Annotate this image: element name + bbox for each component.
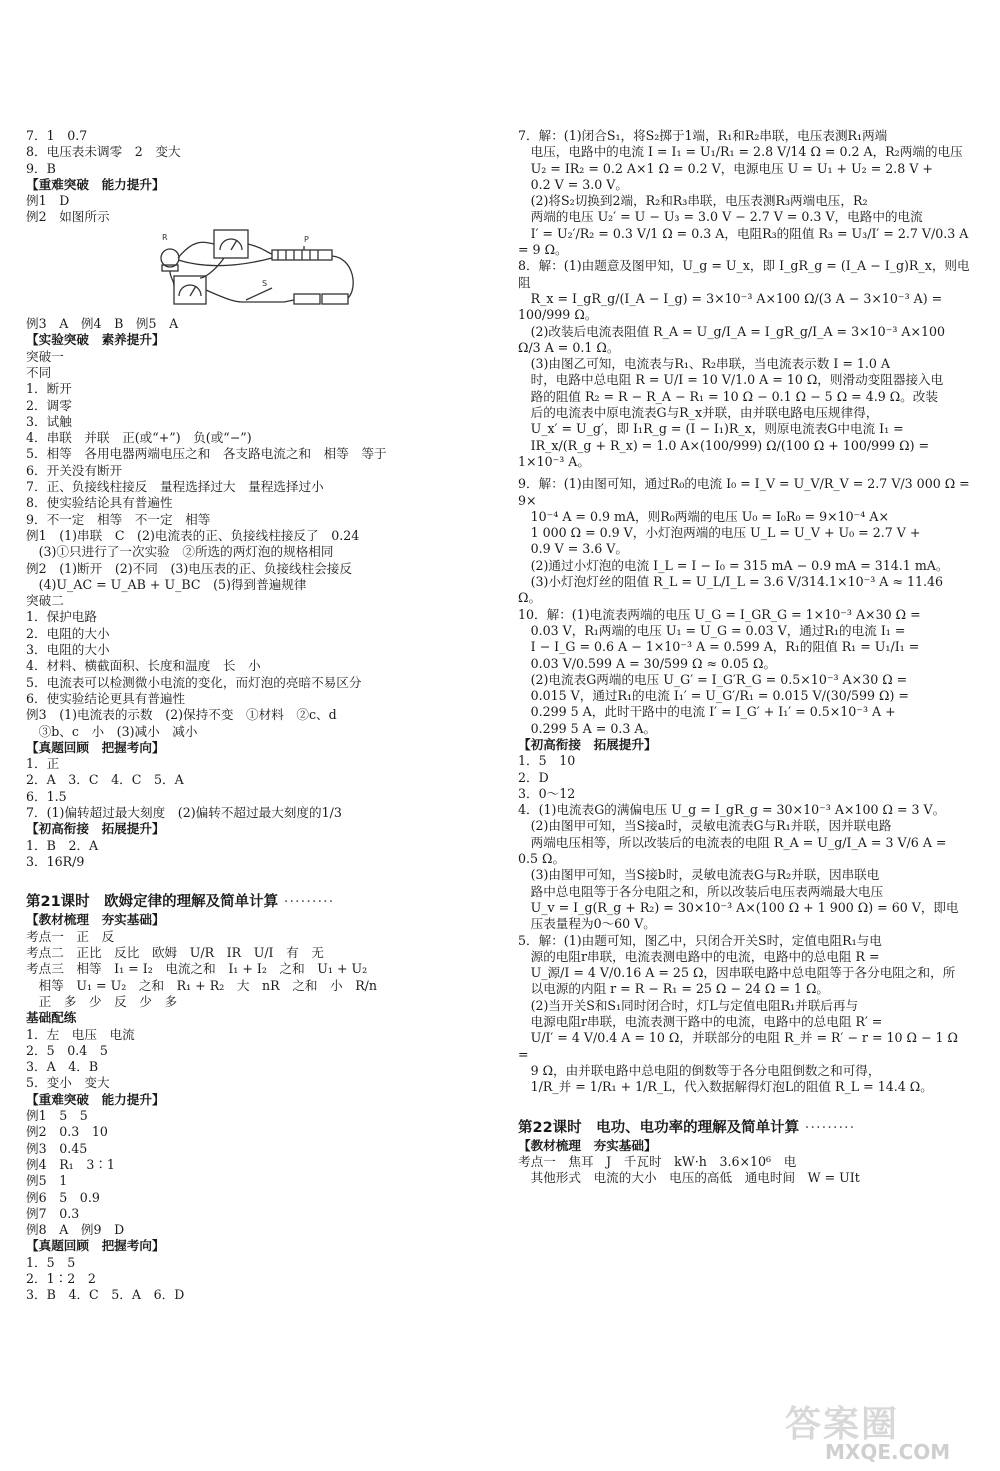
answer-line: 1 000 Ω = 0.9 V，小灯泡两端的电压 U_L = U_V + U₀ = 2.7 V + [518, 525, 921, 541]
answer-line: 7．1 0.7 [26, 128, 88, 143]
answer-line: 7．(1)偏转超过最大刻度 (2)偏转不超过最大刻度的1/3 [26, 804, 342, 820]
answer-line: 例3 A 例4 B 例5 A [26, 316, 179, 332]
answer-line: 不同 [26, 364, 52, 380]
answer-line: 例2 如图所示 [26, 209, 110, 225]
answer-line: (4)U_AC = U_AB + U_BC (5)得到普遍规律 [26, 576, 307, 592]
answer-line: 例1 (1)串联 C (2)电流表的正、负接线柱接反了 0.24 [26, 527, 360, 543]
answer-line: 0.2 V = 3.0 V。 [518, 176, 628, 192]
circuit-diagram [154, 228, 364, 310]
answer-line: 7．解：(1)闭合S₁，将S₂掷于1端，R₁和R₂串联，电压表测R₁两端 [518, 128, 888, 143]
answer-line: (2)电流表G两端的电压 U_G′ = I_G′R_G = 0.5×10⁻³ A×30 Ω = [518, 671, 908, 687]
answer-line: IR_x/(R_g + R_x) = 1.0 A×(100/999) Ω/(100 Ω + 100/999 Ω) = 1×10⁻³ A。 [518, 437, 934, 469]
answer-line: (2)通过小灯泡的电流 I_L = I − I₀ = 315 mA − 0.9 mA = 314.1 mA。 [518, 557, 949, 573]
answer-line: 9．解：(1)由图可知，通过R₀的电流 I₀ = I_V = U_V/R_V = 2.7 V/3 000 Ω = 9× [518, 476, 974, 508]
answer-line: 2．D [518, 769, 549, 785]
answer-line: 时，电路中总电阻 R = U/I = 10 V/1.0 A = 10 Ω，则滑动变阻器接入电 [518, 372, 944, 388]
answer-line: 9．B [26, 160, 56, 176]
answer-line: 0.9 V = 3.6 V。 [518, 541, 628, 557]
answer-line: 4．材料、横截面积、长度和温度 长 小 [26, 658, 261, 674]
answer-line: 5．相等 各用电器两端电压之和 各支路电流之和 相等 等于 [26, 446, 387, 462]
answer-line: 突破一 [26, 348, 64, 364]
answer-line: (3)由图乙可知，电流表与R₁、R₂串联，当电流表示数 I = 1.0 A [518, 356, 891, 372]
answer-line: 考点一 焦耳 J 千瓦时 kW·h 3.6×10⁶ 电 [518, 1154, 797, 1170]
answer-line: 1．断开 [26, 381, 72, 397]
answer-line: 例2 0.3 10 [26, 1124, 108, 1140]
section-heading: 【教材梳理 夯实基础】 [26, 912, 165, 928]
answer-line: U₂ = IR₂ = 0.2 A×1 Ω = 0.2 V，电源电压 U = U₁ + U₂ = 2.8 V + [518, 160, 933, 176]
answer-line: 其他形式 电流的大小 电压的高低 通电时间 W = UIt [518, 1170, 860, 1186]
answer-line: 8．使实验结论具有普遍性 [26, 495, 173, 511]
answer-line: 以电源的内阻 r = R − R₁ = 25 Ω − 24 Ω = 1 Ω。 [518, 981, 829, 997]
answer-line: 5．解：(1)由题可知，图乙中，只闭合开关S时，定值电阻R₁与电 [518, 932, 882, 948]
answer-line: 3．B 4．C 5．A 6．D [26, 1287, 185, 1303]
answer-line: (3)由图甲可知，当S接b时，灵敏电流表G与R₂并联，因串联电 [518, 867, 880, 883]
answer-line: 考点二 正比 反比 欧姆 U/R IR U/I 有 无 [26, 945, 324, 961]
answer-line: (3)①只进行了一次实验 ②所选的两灯泡的规格相同 [26, 544, 334, 560]
answer-line: U_源/I = 4 V/0.16 A = 25 Ω，因串联电路中总电阻等于各分电阻之和，所 [518, 965, 956, 981]
answer-line: 10．解：(1)电流表两端的电压 U_G = I_GR_G = 1×10⁻³ A×30 Ω = [518, 606, 921, 622]
answer-line: 2．A 3．C 4．C 5．A [26, 772, 184, 788]
answer-line: 5．电流表可以检测微小电流的变化，而灯泡的亮暗不易区分 [26, 674, 362, 690]
svg-text:P: P [304, 234, 309, 244]
answer-line: (2)当开关S和S₁同时闭合时，灯L与定值电阻R₁并联后再与 [518, 997, 859, 1013]
answer-line: 2．调零 [26, 397, 72, 413]
title-leader-dots: ········· [278, 894, 335, 911]
answer-line: 0.03 V，R₁两端的电压 U₁ = U_G = 0.03 V，通过R₁的电流 I₁ = [518, 622, 906, 638]
answer-line: 0.299 5 A = 0.3 A。 [518, 720, 657, 736]
section-heading: 【重难突破 能力提升】 [26, 1091, 165, 1107]
answer-line: 0.03 V/0.599 A = 30/599 Ω ≈ 0.05 Ω。 [518, 655, 777, 671]
answer-line: 例2 (1)断开 (2)不同 (3)电压表的正、负接线柱会接反 [26, 560, 352, 576]
section-heading: 【真题回顾 把握考向】 [26, 739, 165, 755]
answer-line: 3．A 4．B [26, 1059, 99, 1075]
answer-line: 1．B 2．A [26, 837, 99, 853]
section-heading: 【教材梳理 夯实基础】 [518, 1137, 657, 1153]
answer-line: 电源电阻r串联，电流表测干路中的电流，电路中的总电阻 R′ = [518, 1014, 883, 1030]
answer-line: 6．1.5 [26, 788, 67, 804]
section-heading: 【重难突破 能力提升】 [26, 176, 165, 192]
answer-line: 正 多 少 反 少 多 [26, 993, 178, 1009]
answer-line: 例8 A 例9 D [26, 1222, 125, 1238]
answer-line: 3．电阻的大小 [26, 642, 110, 658]
answer-line: 例3 0.45 [26, 1140, 88, 1156]
answer-line: (2)由图甲可知，当S接a时，灵敏电流表G与R₁并联，因并联电路 [518, 818, 892, 834]
answer-line: 两端电压相等，所以改装后的电流表的电阻 R_A = U_g/I_A = 3 V/6 A = 0.5 Ω。 [518, 834, 951, 867]
title-leader-dots: ········· [799, 1119, 856, 1136]
answer-line: 1/R_并 = 1/R₁ + 1/R_L，代入数据解得灯泡L的阻值 R_L = 14.4 Ω。 [518, 1079, 933, 1095]
answer-line: 电压，电路中的电流 I = I₁ = U₁/R₁ = 2.8 V/14 Ω = 0.2 A，R₂两端的电压 [518, 144, 963, 160]
section-heading: 【真题回顾 把握考向】 [26, 1238, 165, 1254]
svg-text:S: S [262, 278, 268, 288]
section-heading: 【初高衔接 拓展提升】 [518, 736, 657, 752]
answer-line: 9．不一定 相等 不一定 相等 [26, 511, 211, 527]
answer-line: 4．(1)电流表G的满偏电压 U_g = I_gR_g = 30×10⁻³ A×100 Ω = 3 V。 [518, 802, 946, 818]
answer-line: U_x′ = U_g′，即 I₁R_g = (I − I₁)R_x，则原电流表G中电流 I₁ = [518, 421, 904, 437]
answer-line: 1．保护电路 [26, 609, 97, 625]
answer-line: 0.015 V，通过R₁的电流 I₁′ = U_G′/R₁ = 0.015 V/(30/599 Ω) = [518, 688, 909, 704]
answer-line: 例7 0.3 [26, 1205, 80, 1221]
answer-line: 例1 D [26, 193, 70, 209]
answer-line: 2．电阻的大小 [26, 625, 110, 641]
answer-line: U/I′ = 4 V/0.4 A = 10 Ω，并联部分的电阻 R_并 = R′ − r = 10 Ω − 1 Ω = [518, 1030, 963, 1062]
lesson-title-text: 第21课时 欧姆定律的理解及简单计算 [26, 894, 279, 911]
answer-line: (2)将S₂切换到2端，R₂和R₃串联，电压表测R₃两端电压，R₂ [518, 193, 868, 209]
answer-line: 3．0～12 [518, 785, 576, 801]
lesson-title [518, 1120, 970, 1136]
answer-line: 2．1∶2 2 [26, 1271, 96, 1286]
answer-line: 考点三 相等 I₁ = I₂ 电流之和 I₁ + I₂ 之和 U₁ + U₂ [26, 961, 368, 977]
answer-line: 0.299 5 A，此时干路中的电流 I′ = I_G′ + I₁′ = 0.5×10⁻³ A + [518, 704, 896, 720]
answer-line: 路中总电阻等于各分电阻之和，所以改装后电压表两端最大电压 [518, 883, 884, 899]
answer-line: 1．5 10 [518, 753, 576, 769]
answer-line: 后的电流表中原电流表G与R_x并联，由并联电路电压规律得， [518, 405, 879, 421]
answer-line: R_x = I_gR_g/(I_A − I_g) = 3×10⁻³ A×100 Ω/(3 A − 3×10⁻³ A) = 100/999 Ω。 [518, 290, 947, 323]
answer-line: 4．串联 并联 正(或“+”) 负(或“−”) [26, 430, 252, 446]
answer-line: 例3 (1)电流表的示数 (2)保持不变 ①材料 ②c、d [26, 707, 337, 723]
answer-line: 考点一 正 反 [26, 928, 115, 944]
answer-line: 相等 U₁ = U₂ 之和 R₁ + R₂ 大 nR 之和 小 R/n [26, 977, 378, 993]
answer-line: 1．正 [26, 756, 60, 772]
left-column [26, 128, 481, 1304]
answer-line: 10⁻⁴ A = 0.9 mA，则R₀两端的电压 U₀ = I₀R₀ = 9×10⁻⁴ A× [518, 508, 889, 524]
answer-line: 1．左 电压 电流 [26, 1026, 135, 1042]
answer-line: 例6 5 0.9 [26, 1189, 100, 1205]
watermark-logo: 答案圈 [785, 1404, 900, 1445]
answer-line: 例5 1 [26, 1173, 68, 1189]
answer-line: 路的阻值 R₂ = R − R_A − R₁ = 10 Ω − 0.1 Ω − 5 Ω = 4.9 Ω。改装 [518, 388, 938, 404]
answer-line: 8．解：(1)由题意及图甲知，U_g = U_x，即 I_gR_g = (I_A − I_g)R_x，则电阻 [518, 258, 970, 290]
answer-line: 压表量程为0～60 V。 [518, 916, 656, 932]
answer-line: 源的电阻r串联，电流表测电路中的电流，电路中的总电阻 R = [518, 948, 880, 964]
right-column [518, 128, 974, 1187]
answer-line: 2．5 0.4 5 [26, 1042, 108, 1058]
answer-line: 突破二 [26, 593, 64, 609]
answer-line: I − I_G = 0.6 A − 1×10⁻³ A = 0.599 A，R₁的阻值 R₁ = U₁/I₁ = [518, 639, 920, 655]
answer-line: 6．使实验结论更具有普遍性 [26, 690, 186, 706]
answer-line: 6．开关没有断开 [26, 462, 123, 478]
answer-line: 9 Ω，由并联电路中总电阻的倒数等于各分电阻倒数之和可得， [518, 1062, 881, 1078]
answer-line: 例1 5 5 [26, 1108, 88, 1124]
svg-text:R: R [162, 232, 168, 242]
lesson-title [26, 894, 481, 910]
answer-line: (2)改装后电流表阻值 R_A = U_g/I_A = I_gR_g/I_A = 3×10⁻³ A×100 Ω/3 A = 0.1 Ω。 [518, 323, 950, 355]
answer-line: (3)小灯泡灯丝的阻值 R_L = U_L/I_L = 3.6 V/314.1×10⁻³ A ≈ 11.46 Ω。 [518, 574, 948, 606]
answer-line: U_v = I_g(R_g + R₂) = 30×10⁻³ A×(100 Ω + 1 900 Ω) = 60 V，即电 [518, 899, 959, 915]
answer-line: 7．正、负接线柱接反 量程选择过大 量程选择过小 [26, 479, 324, 495]
lesson-title-text: 第22课时 电功、电功率的理解及简单计算 [518, 1119, 800, 1136]
watermark-url: MXQE.COM [825, 1440, 951, 1464]
answer-line: 8．电压表未调零 2 变大 [26, 144, 181, 160]
answer-line: 两端的电压 U₂′ = U − U₃ = 3.0 V − 2.7 V = 0.3 V，电路中的电流 [518, 209, 923, 225]
section-heading: 基础配练 [26, 1010, 77, 1026]
section-heading: 【实验突破 素养提升】 [26, 332, 165, 348]
answer-line: 例4 R₁ 3∶1 [26, 1156, 115, 1172]
section-heading: 【初高衔接 拓展提升】 [26, 821, 165, 837]
answer-line: 3．16R/9 [26, 853, 85, 869]
answer-line: 3．试触 [26, 413, 72, 429]
answer-line: I′ = U₂′/R₂ = 0.3 V/1 Ω = 0.3 A，电阻R₃的阻值 R₃ = U₃/I′ = 2.7 V/0.3 A = 9 Ω。 [518, 225, 973, 258]
answer-line: ③b、c 小 (3)减小 减小 [26, 723, 198, 739]
answer-line: 5．变小 变大 [26, 1075, 110, 1091]
watermark [785, 1396, 975, 1466]
answer-line: 1．5 5 [26, 1254, 76, 1270]
